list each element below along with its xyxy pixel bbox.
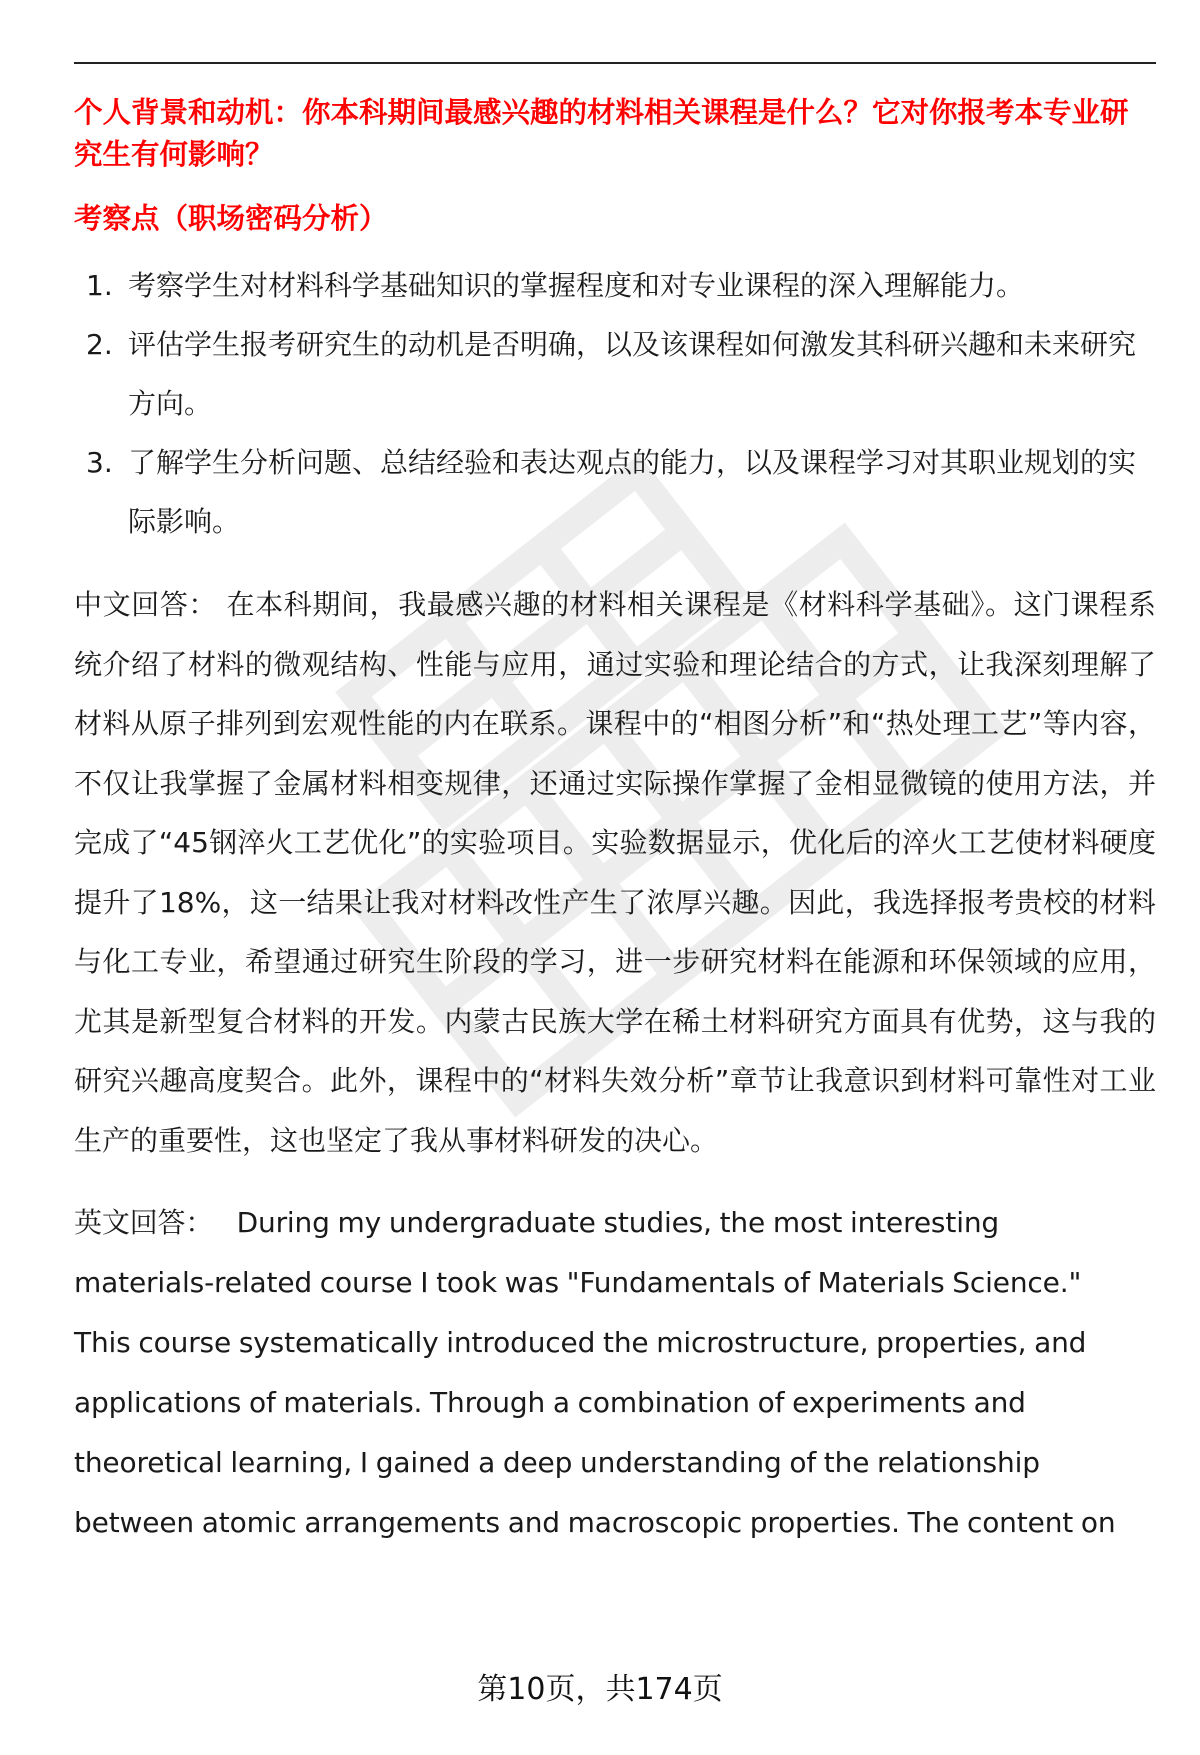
english-answer-line: applications of materials. Through a combination of experiments and (74, 1386, 1026, 1419)
english-answer-label: 英文回答： (74, 1206, 214, 1239)
section-label: 考察点（职场密码分析） (74, 202, 388, 235)
list-item-number: 1. (86, 269, 113, 302)
list-item (74, 315, 1156, 433)
english-answer (74, 1193, 1156, 1553)
question-heading: 个人背景和动机：你本科期间最感兴趣的材料相关课程是什么？它对你报考本专业研究生有何影响？ (74, 96, 1129, 171)
chinese-answer: 中文回答： 在本科期间，我最感兴趣的材料相关课程是《材料科学基础》。这门课程系统介绍了材料的微观结构、性能与应用，通过实验和理论结合的方式，让我深刻理解了材料从原子排列到宏观性能的内在联系。课程中的“相图分析”和“热处理工艺”等内容，不仅让我掌握了金属材料相变规律，还通过实际操作掌握了金相显微镜的使用方法，并完成了“45钢淬火工艺优化”的实验项目。实验数据显示，优化后的淬火工艺使材料硬度提升了18%，这一结果让我对材料改性产生了浓厚兴趣。因此，我选择报考贵校的材料与化工专业，希望通过研究生阶段的学习，进一步研究材料在能源和环保领域的应用，尤其是新型复合材料的开发。内蒙古民族大学在稀土材料研究方面具有优势，这与我的研究兴趣高度契合。此外，课程中的“材料失效分析”章节让我意识到材料可靠性对工业生产的重要性，这也坚定了我从事材料研发的决心。 (74, 588, 1156, 1157)
top-rule (74, 62, 1156, 64)
assessment-points (74, 256, 1156, 551)
english-answer-line: materials-related course I took was "Fundamentals of Materials Science." (74, 1266, 1082, 1299)
list-item-number: 3. (86, 446, 113, 479)
page-number: 第10页，共174页 (477, 1672, 723, 1707)
english-answer-line: between atomic arrangements and macroscopic properties. The content on (74, 1506, 1116, 1539)
english-answer-line: theoretical learning, I gained a deep understanding of the relationship (74, 1446, 1040, 1479)
page-content (74, 92, 1156, 1553)
english-answer-line: During my undergraduate studies, the most interesting (236, 1206, 1000, 1239)
list-item (74, 433, 1156, 551)
list-item-number: 2. (86, 328, 113, 361)
english-answer-line: This course systematically introduced the microstructure, properties, and (74, 1326, 1087, 1359)
list-item-text: 考察学生对材料科学基础知识的掌握程度和对专业课程的深入理解能力。 (128, 269, 1025, 302)
list-item (74, 256, 1156, 315)
list-item-text: 评估学生报考研究生的动机是否明确，以及该课程如何激发其科研兴趣和未来研究方向。 (128, 328, 1137, 420)
list-item-text: 了解学生分析问题、总结经验和表达观点的能力，以及课程学习对其职业规划的实际影响。 (128, 446, 1137, 538)
